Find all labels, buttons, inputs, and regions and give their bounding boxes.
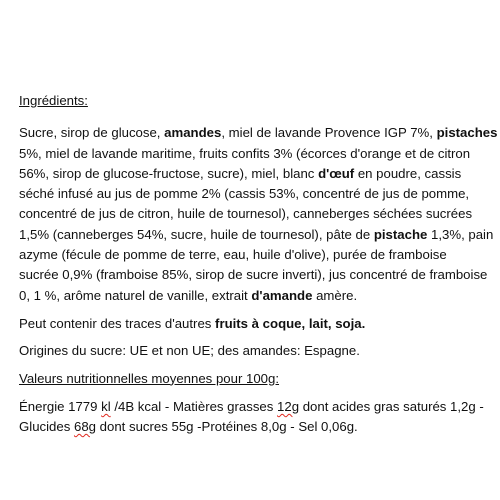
text-segment: Peut contenir des traces d'autres (19, 315, 216, 331)
text-segment: Énergie 1779 (19, 398, 102, 414)
text-segment: en poudre, cassis (354, 165, 462, 181)
traces-lines-line (19, 314, 487, 334)
text-segment: 56%, sirop de glucose-fructose, sucre), miel, blanc (19, 165, 319, 181)
text-segment: 5%, miel de lavande maritime, fruits confits 3% (écorces d'orange et de citron (19, 145, 471, 161)
text-segment: 1,3%, pain (427, 226, 494, 242)
ingredients-lines-line (19, 144, 487, 164)
text-segment: séché infusé au jus de pomme 2% (cassis 53%, concentré de jus de pomme, (19, 186, 470, 202)
nutrition-lines-line (19, 397, 487, 417)
allergen-bold-text: d'amande (251, 287, 313, 303)
text-segment: Origines du sucre: UE et non UE; des amandes: Espagne. (19, 343, 360, 359)
ingredients-lines-line (19, 286, 487, 306)
text-segment: 0, 1 %, arôme naturel de vanille, extrait (19, 287, 252, 303)
allergen-bold-text: d'œuf (318, 165, 355, 181)
ingredients-lines-line (19, 123, 498, 143)
ingredients-lines-line (19, 245, 487, 265)
text-segment: dont acides gras saturés 1,2g - (299, 398, 484, 414)
allergen-bold-text: pistaches (436, 125, 498, 141)
ingredients-lines-line (19, 204, 487, 224)
product-label-document (19, 91, 498, 444)
text-segment: 1,5% (canneberges 54%, sucre, huile de tournesol), pâte de (19, 226, 374, 242)
nutrition-heading: Valeurs nutritionnelles moyennes pour 100g: (19, 370, 280, 386)
ingredients-lines-line (19, 184, 487, 204)
spellcheck-flagged-text: kl (101, 398, 111, 414)
nutrition-lines-line (19, 417, 487, 437)
text-segment: Sucre, sirop de glucose, (19, 125, 165, 141)
text-segment: dont sucres 55g -Protéines 8,0g - Sel 0,06g. (96, 419, 358, 435)
ingredients-lines-line (19, 265, 487, 285)
origins-paragraph (19, 341, 487, 361)
ingredients-paragraph (19, 123, 498, 306)
text-segment: azyme (fécule de pomme de terre, eau, huile d'olive), purée de framboise (19, 247, 447, 263)
allergen-bold-text: pistache (373, 226, 428, 242)
origins-lines-line (19, 341, 487, 361)
ingredients-lines-line (19, 164, 487, 184)
text-segment: sucrée 0,9% (framboise 85%, sirop de sucre inverti), jus concentré de framboise (19, 267, 488, 283)
allergen-bold-text: fruits à coque, lait, soja. (215, 315, 366, 331)
nutrition-paragraph (19, 397, 487, 438)
spellcheck-flagged-text: 68g (73, 419, 96, 435)
text-segment: , miel de lavande Provence IGP 7%, (221, 125, 437, 141)
text-segment: /4B kcal - Matières grasses (110, 398, 278, 414)
text-segment: concentré de jus de citron, huile de tournesol), canneberges séchées sucrées (19, 206, 473, 222)
text-segment: amère. (312, 287, 358, 303)
text-segment: Glucides (19, 419, 74, 435)
traces-paragraph (19, 314, 487, 334)
allergen-bold-text: amandes (164, 125, 222, 141)
ingredients-lines-line (19, 225, 494, 245)
spellcheck-flagged-text: 12g (277, 398, 300, 414)
ingredients-heading: Ingrédients: (19, 93, 88, 108)
